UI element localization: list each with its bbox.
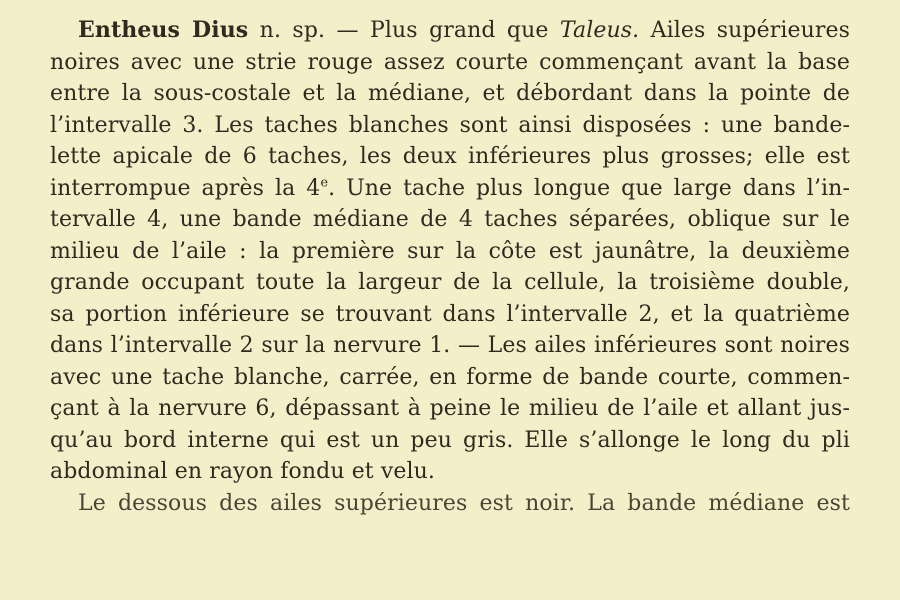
paragraph-2-line-1: Le dessous des ailes supérieures est noir. La bande médiane est — [78, 490, 850, 516]
paragraph-1-line-14: qu’au bord interne qui est un peu gris. Elle s’allonge le long du pli — [50, 427, 850, 453]
paragraph-1-line-1 — [50, 15, 850, 47]
line-1-text: n. sp. — Plus grand que — [248, 18, 560, 43]
species-name: Entheus Dius — [78, 17, 249, 43]
text-block — [50, 15, 850, 519]
paragraph-1-line-2: noires avec une strie rouge assez courte commençant avant la base — [50, 49, 850, 75]
paragraph-1-line-12: avec une tache blanche, carrée, en forme de bande courte, commen- — [50, 364, 850, 390]
paragraph-1-line-6: interrompue après la 4e. Une tache plus longue que large dans l’in- — [50, 175, 850, 201]
italic-reference: Taleus. — [559, 18, 640, 43]
paragraph-1-line-7: tervalle 4, une bande médiane de 4 taches séparées, oblique sur le — [50, 207, 850, 232]
paragraph-1-line-9: grande occupant toute la largeur de la cellule, la troisième double, — [50, 270, 850, 295]
paragraph-1-line-11: dans l’intervalle 2 sur la nervure 1. — Les ailes inférieures sont noires — [50, 333, 850, 358]
ordinal-superscript: e — [320, 175, 329, 191]
paragraph-1-line-15: abdominal en rayon fondu et velu. — [50, 459, 435, 484]
paragraph-1-line-4: l’intervalle 3. Les taches blanches sont ainsi disposées : une bande- — [50, 112, 850, 138]
paragraph-1-line-3: entre la sous-costale et la médiane, et débordant dans la pointe de — [50, 81, 850, 106]
paragraph-1-line-5: lette apicale de 6 taches, les deux inférieures plus grosses; elle est — [50, 144, 850, 169]
paragraph-1-line-8: milieu de l’aile : la première sur la côte est jaunâtre, la deuxième — [50, 238, 850, 264]
line-1-rest: Ailes supérieures — [639, 18, 850, 43]
paragraph-1-line-13: çant à la nervure 6, dépassant à peine le milieu de l’aile et allant jus- — [50, 396, 850, 421]
paragraph-1-line-10: sa portion inférieure se trouvant dans l’intervalle 2, et la quatrième — [50, 301, 850, 327]
